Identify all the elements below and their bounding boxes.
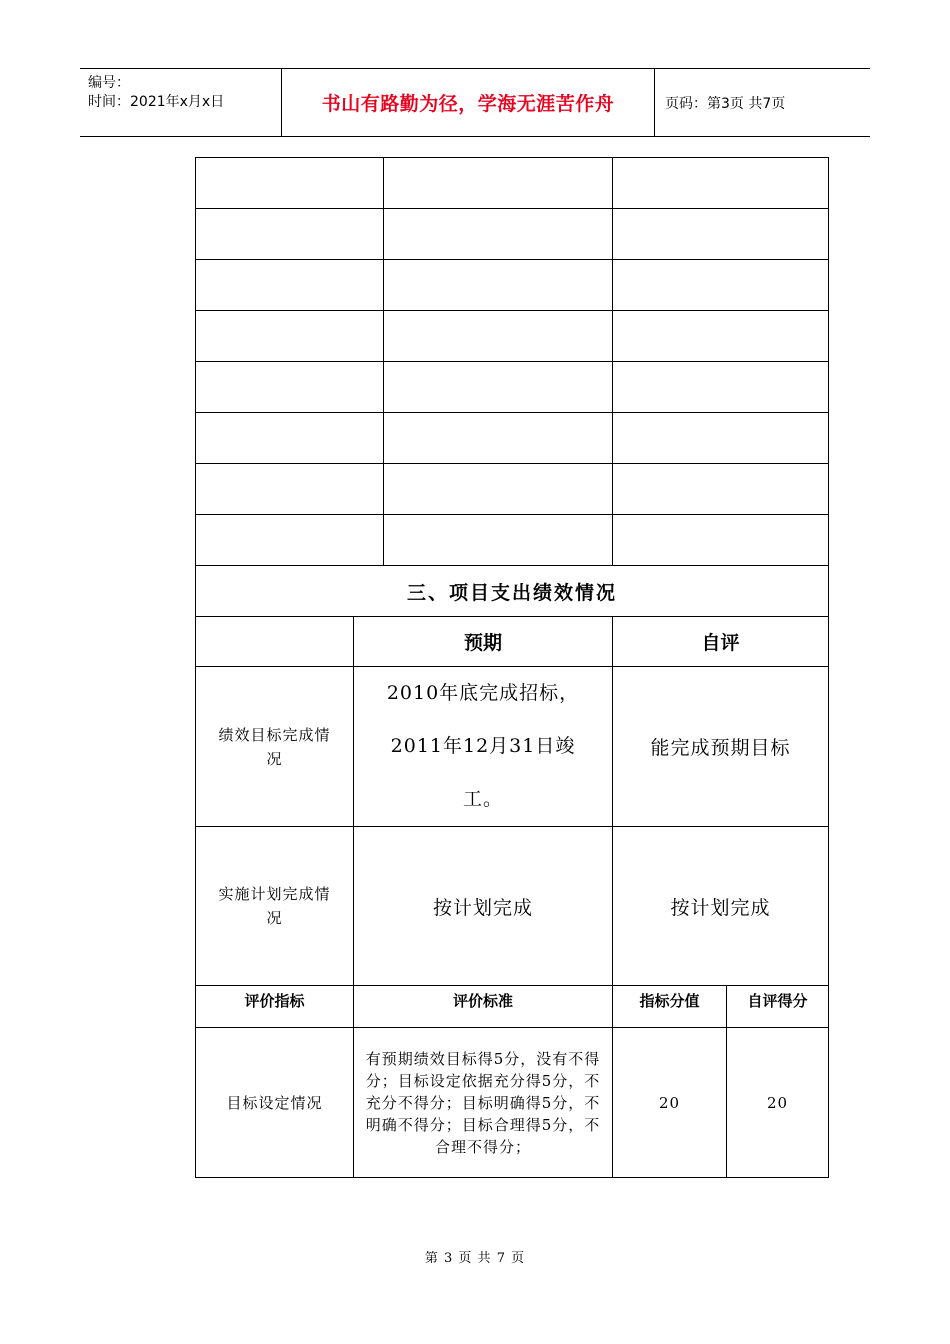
performance-table bbox=[195, 157, 829, 1178]
goal-label-text: 绩效目标完成情况 bbox=[218, 725, 331, 768]
empty-cell bbox=[384, 362, 613, 413]
empty-cell bbox=[196, 260, 384, 311]
goal-expected-text: 2010年底完成招标，2011年12月31日竣工。 bbox=[386, 682, 580, 810]
section-title: 三、项目支出绩效情况 bbox=[196, 566, 829, 617]
empty-cell bbox=[384, 464, 613, 515]
expected-header: 预期 bbox=[354, 617, 613, 667]
empty-row bbox=[196, 362, 829, 413]
empty-row bbox=[196, 311, 829, 362]
eval-self-score: 20 bbox=[727, 1028, 829, 1178]
header-meta-cell bbox=[80, 69, 282, 136]
empty-cell bbox=[613, 362, 829, 413]
empty-row bbox=[196, 413, 829, 464]
empty-cell bbox=[613, 464, 829, 515]
empty-cell bbox=[613, 515, 829, 566]
plan-self-eval: 按计划完成 bbox=[613, 827, 829, 986]
eval-header-row bbox=[196, 986, 829, 1028]
empty-row bbox=[196, 464, 829, 515]
header-page-cell bbox=[655, 69, 870, 136]
self-score-header: 自评得分 bbox=[727, 986, 829, 1028]
empty-cell bbox=[384, 413, 613, 464]
empty-row bbox=[196, 515, 829, 566]
standard-header: 评价标准 bbox=[354, 986, 613, 1028]
section-title-row bbox=[196, 566, 829, 617]
goal-expected bbox=[354, 667, 613, 827]
empty-cell bbox=[196, 209, 384, 260]
empty-cell bbox=[613, 209, 829, 260]
empty-cell bbox=[384, 311, 613, 362]
page-footer: 第 3 页 共 7 页 bbox=[424, 1251, 526, 1266]
empty-cell bbox=[384, 515, 613, 566]
eval-row bbox=[196, 1028, 829, 1178]
eval-indicator: 目标设定情况 bbox=[196, 1028, 354, 1178]
empty-cell bbox=[196, 362, 384, 413]
score-value-header: 指标分值 bbox=[613, 986, 727, 1028]
eval-standard: 有预期绩效目标得5分，没有不得分；目标设定依据充分得5分，不充分不得分；目标明确得5分，不明确不得分；目标合理得5分，不合理不得分； bbox=[354, 1028, 613, 1178]
plan-row bbox=[196, 827, 829, 986]
plan-label-text: 实施计划完成情况 bbox=[218, 885, 331, 927]
page-header bbox=[80, 68, 870, 137]
empty-cell bbox=[384, 209, 613, 260]
empty-row bbox=[196, 260, 829, 311]
goal-row bbox=[196, 667, 829, 827]
time-label: 时间：2021年x月x日 bbox=[88, 94, 225, 110]
header-motto-cell bbox=[282, 69, 655, 136]
empty-cell bbox=[196, 413, 384, 464]
empty-row bbox=[196, 158, 829, 209]
empty-cell bbox=[384, 260, 613, 311]
goal-self-eval: 能完成预期目标 bbox=[613, 667, 829, 827]
column-header-row bbox=[196, 617, 829, 667]
empty-cell bbox=[196, 311, 384, 362]
empty-cell bbox=[196, 158, 384, 209]
page-code: 页码：第3页 共7页 bbox=[665, 95, 786, 112]
empty-cell bbox=[613, 260, 829, 311]
eval-score-value: 20 bbox=[613, 1028, 727, 1178]
empty-cell bbox=[196, 515, 384, 566]
empty-cell bbox=[196, 464, 384, 515]
self-eval-header: 自评 bbox=[613, 617, 829, 667]
empty-cell bbox=[384, 158, 613, 209]
empty-cell bbox=[613, 413, 829, 464]
plan-expected: 按计划完成 bbox=[354, 827, 613, 986]
motto-text: 书山有路勤为径，学海无涯苦作舟 bbox=[321, 93, 615, 115]
plan-label bbox=[196, 827, 354, 986]
goal-label bbox=[196, 667, 354, 827]
empty-cell bbox=[613, 311, 829, 362]
indicator-header: 评价指标 bbox=[196, 986, 354, 1028]
empty-cell bbox=[613, 158, 829, 209]
blank-header-cell bbox=[196, 617, 354, 667]
empty-row bbox=[196, 209, 829, 260]
number-label: 编号： bbox=[88, 75, 130, 91]
